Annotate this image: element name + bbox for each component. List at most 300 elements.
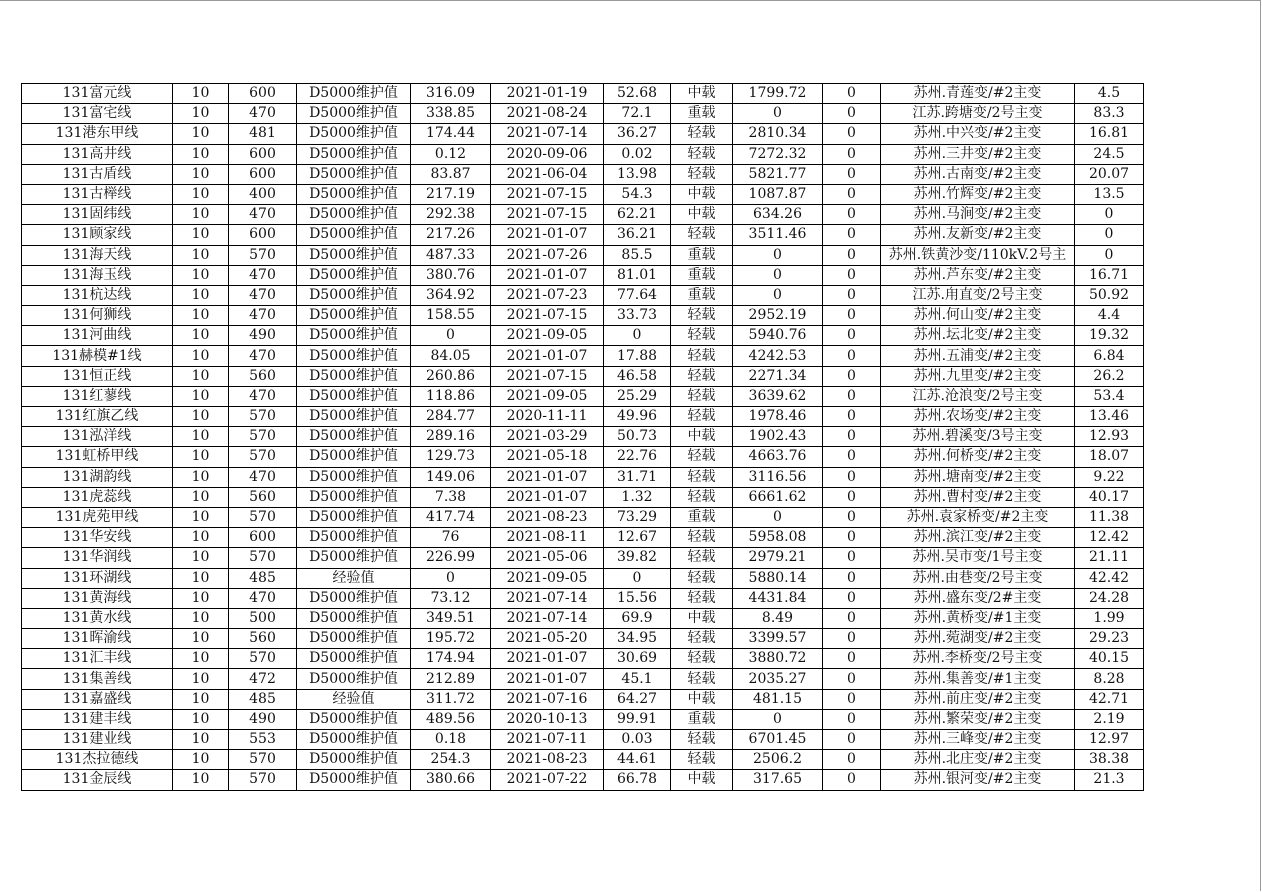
cell-load-level[interactable]: 轻载 — [671, 548, 733, 568]
cell-line-name[interactable]: 131河曲线 — [22, 326, 173, 346]
cell-load-rate[interactable]: 77.64 — [604, 285, 671, 305]
cell-remaining-capacity[interactable]: 5821.77 — [733, 164, 823, 184]
cell-load-rate[interactable]: 50.73 — [604, 427, 671, 447]
cell-load-level[interactable]: 轻载 — [671, 366, 733, 386]
cell-value-source[interactable]: D5000维护值 — [297, 386, 411, 406]
cell-remaining-capacity[interactable]: 2979.21 — [733, 548, 823, 568]
cell-remaining-capacity[interactable]: 3880.72 — [733, 649, 823, 669]
cell-value-source[interactable]: D5000维护值 — [297, 649, 411, 669]
cell-rated-current[interactable]: 470 — [229, 265, 297, 285]
cell-voltage[interactable]: 10 — [173, 447, 229, 467]
cell-voltage[interactable]: 10 — [173, 507, 229, 527]
cell-transformer-rate[interactable]: 13.5 — [1075, 184, 1144, 204]
cell-load-rate[interactable]: 52.68 — [604, 84, 671, 104]
cell-current-value[interactable]: 217.26 — [411, 225, 491, 245]
cell-flag[interactable]: 0 — [823, 467, 881, 487]
cell-flag[interactable]: 0 — [823, 164, 881, 184]
cell-remaining-capacity[interactable]: 0 — [733, 104, 823, 124]
cell-rated-current[interactable]: 400 — [229, 184, 297, 204]
cell-flag[interactable]: 0 — [823, 84, 881, 104]
cell-load-level[interactable]: 中载 — [671, 770, 733, 790]
cell-transformer-rate[interactable]: 8.28 — [1075, 669, 1144, 689]
cell-current-value[interactable]: 0.12 — [411, 144, 491, 164]
cell-substation[interactable]: 苏州.由巷变/2号主变 — [881, 568, 1075, 588]
cell-remaining-capacity[interactable]: 2810.34 — [733, 124, 823, 144]
cell-substation[interactable]: 苏州.集善变/#1主变 — [881, 669, 1075, 689]
cell-flag[interactable]: 0 — [823, 548, 881, 568]
cell-line-name[interactable]: 131红蓼线 — [22, 386, 173, 406]
cell-substation[interactable]: 苏州.袁家桥变/#2主变 — [881, 507, 1075, 527]
cell-transformer-rate[interactable]: 40.17 — [1075, 487, 1144, 507]
cell-load-level[interactable]: 轻载 — [671, 669, 733, 689]
cell-rated-current[interactable]: 560 — [229, 487, 297, 507]
cell-date[interactable]: 2020-10-13 — [491, 709, 604, 729]
cell-transformer-rate[interactable]: 1.99 — [1075, 608, 1144, 628]
cell-voltage[interactable]: 10 — [173, 467, 229, 487]
cell-line-name[interactable]: 131虎苑甲线 — [22, 507, 173, 527]
cell-rated-current[interactable]: 570 — [229, 407, 297, 427]
cell-remaining-capacity[interactable]: 4663.76 — [733, 447, 823, 467]
cell-current-value[interactable]: 292.38 — [411, 205, 491, 225]
cell-remaining-capacity[interactable]: 3639.62 — [733, 386, 823, 406]
cell-voltage[interactable]: 10 — [173, 407, 229, 427]
cell-voltage[interactable]: 10 — [173, 588, 229, 608]
cell-line-name[interactable]: 131汇丰线 — [22, 649, 173, 669]
cell-current-value[interactable]: 0.18 — [411, 730, 491, 750]
cell-voltage[interactable]: 10 — [173, 104, 229, 124]
cell-value-source[interactable]: D5000维护值 — [297, 144, 411, 164]
cell-value-source[interactable]: D5000维护值 — [297, 507, 411, 527]
cell-value-source[interactable]: D5000维护值 — [297, 104, 411, 124]
cell-value-source[interactable]: D5000维护值 — [297, 346, 411, 366]
cell-voltage[interactable]: 10 — [173, 306, 229, 326]
cell-date[interactable]: 2021-01-19 — [491, 84, 604, 104]
cell-date[interactable]: 2021-07-11 — [491, 730, 604, 750]
cell-current-value[interactable]: 338.85 — [411, 104, 491, 124]
cell-substation[interactable]: 苏州.盛东变/2#主变 — [881, 588, 1075, 608]
cell-flag[interactable]: 0 — [823, 447, 881, 467]
cell-flag[interactable]: 0 — [823, 629, 881, 649]
cell-transformer-rate[interactable]: 21.3 — [1075, 770, 1144, 790]
cell-load-level[interactable]: 轻载 — [671, 346, 733, 366]
cell-substation[interactable]: 苏州.滨江变/#2主变 — [881, 528, 1075, 548]
cell-transformer-rate[interactable]: 4.4 — [1075, 306, 1144, 326]
cell-date[interactable]: 2021-01-07 — [491, 225, 604, 245]
cell-line-name[interactable]: 131环湖线 — [22, 568, 173, 588]
cell-substation[interactable]: 苏州.吴市变/1号主变 — [881, 548, 1075, 568]
cell-line-name[interactable]: 131古盾线 — [22, 164, 173, 184]
cell-load-rate[interactable]: 45.1 — [604, 669, 671, 689]
cell-load-rate[interactable]: 0 — [604, 326, 671, 346]
cell-voltage[interactable]: 10 — [173, 265, 229, 285]
cell-date[interactable]: 2021-03-29 — [491, 427, 604, 447]
cell-current-value[interactable]: 284.77 — [411, 407, 491, 427]
cell-substation[interactable]: 苏州.碧溪变/3号主变 — [881, 427, 1075, 447]
cell-voltage[interactable]: 10 — [173, 164, 229, 184]
cell-value-source[interactable]: D5000维护值 — [297, 427, 411, 447]
cell-value-source[interactable]: D5000维护值 — [297, 326, 411, 346]
cell-rated-current[interactable]: 560 — [229, 629, 297, 649]
cell-load-rate[interactable]: 69.9 — [604, 608, 671, 628]
cell-voltage[interactable]: 10 — [173, 528, 229, 548]
cell-flag[interactable]: 0 — [823, 205, 881, 225]
cell-voltage[interactable]: 10 — [173, 709, 229, 729]
cell-line-name[interactable]: 131黄海线 — [22, 588, 173, 608]
cell-flag[interactable]: 0 — [823, 608, 881, 628]
cell-rated-current[interactable]: 570 — [229, 649, 297, 669]
cell-transformer-rate[interactable]: 4.5 — [1075, 84, 1144, 104]
cell-value-source[interactable]: D5000维护值 — [297, 548, 411, 568]
cell-date[interactable]: 2021-05-20 — [491, 629, 604, 649]
cell-rated-current[interactable]: 470 — [229, 386, 297, 406]
cell-flag[interactable]: 0 — [823, 588, 881, 608]
cell-current-value[interactable]: 226.99 — [411, 548, 491, 568]
cell-transformer-rate[interactable]: 50.92 — [1075, 285, 1144, 305]
cell-value-source[interactable]: D5000维护值 — [297, 306, 411, 326]
cell-substation[interactable]: 苏州.塘南变/#2主变 — [881, 467, 1075, 487]
cell-value-source[interactable]: D5000维护值 — [297, 730, 411, 750]
cell-remaining-capacity[interactable]: 5940.76 — [733, 326, 823, 346]
cell-rated-current[interactable]: 470 — [229, 306, 297, 326]
cell-load-rate[interactable]: 39.82 — [604, 548, 671, 568]
cell-transformer-rate[interactable]: 9.22 — [1075, 467, 1144, 487]
cell-load-level[interactable]: 轻载 — [671, 164, 733, 184]
cell-load-level[interactable]: 轻载 — [671, 487, 733, 507]
cell-flag[interactable]: 0 — [823, 730, 881, 750]
cell-date[interactable]: 2021-08-23 — [491, 507, 604, 527]
cell-line-name[interactable]: 131何狮线 — [22, 306, 173, 326]
cell-date[interactable]: 2021-01-07 — [491, 346, 604, 366]
cell-transformer-rate[interactable]: 12.93 — [1075, 427, 1144, 447]
cell-current-value[interactable]: 118.86 — [411, 386, 491, 406]
cell-date[interactable]: 2021-06-04 — [491, 164, 604, 184]
cell-rated-current[interactable]: 470 — [229, 346, 297, 366]
cell-line-name[interactable]: 131港东甲线 — [22, 124, 173, 144]
cell-voltage[interactable]: 10 — [173, 366, 229, 386]
cell-value-source[interactable]: D5000维护值 — [297, 487, 411, 507]
cell-voltage[interactable]: 10 — [173, 669, 229, 689]
cell-substation[interactable]: 苏州.何桥变/#2主变 — [881, 447, 1075, 467]
cell-line-name[interactable]: 131顾家线 — [22, 225, 173, 245]
cell-rated-current[interactable]: 485 — [229, 568, 297, 588]
cell-voltage[interactable]: 10 — [173, 649, 229, 669]
cell-line-name[interactable]: 131嘉盛线 — [22, 689, 173, 709]
cell-date[interactable]: 2020-11-11 — [491, 407, 604, 427]
cell-flag[interactable]: 0 — [823, 326, 881, 346]
cell-load-rate[interactable]: 73.29 — [604, 507, 671, 527]
cell-line-name[interactable]: 131黄水线 — [22, 608, 173, 628]
cell-value-source[interactable]: 经验值 — [297, 568, 411, 588]
cell-current-value[interactable]: 289.16 — [411, 427, 491, 447]
cell-load-rate[interactable]: 0 — [604, 568, 671, 588]
cell-voltage[interactable]: 10 — [173, 124, 229, 144]
cell-voltage[interactable]: 10 — [173, 346, 229, 366]
cell-load-level[interactable]: 轻载 — [671, 730, 733, 750]
cell-remaining-capacity[interactable]: 5880.14 — [733, 568, 823, 588]
cell-current-value[interactable]: 129.73 — [411, 447, 491, 467]
cell-date[interactable]: 2021-08-11 — [491, 528, 604, 548]
cell-load-level[interactable]: 重载 — [671, 245, 733, 265]
cell-substation[interactable]: 苏州.黄桥变/#1主变 — [881, 608, 1075, 628]
cell-flag[interactable]: 0 — [823, 366, 881, 386]
cell-rated-current[interactable]: 570 — [229, 507, 297, 527]
cell-value-source[interactable]: D5000维护值 — [297, 164, 411, 184]
cell-substation[interactable]: 苏州.银河变/#2主变 — [881, 770, 1075, 790]
cell-substation[interactable]: 苏州.三井变/#2主变 — [881, 144, 1075, 164]
cell-substation[interactable]: 江苏.甪直变/2号主变 — [881, 285, 1075, 305]
cell-load-rate[interactable]: 15.56 — [604, 588, 671, 608]
cell-date[interactable]: 2021-07-15 — [491, 184, 604, 204]
cell-voltage[interactable]: 10 — [173, 770, 229, 790]
cell-value-source[interactable]: D5000维护值 — [297, 669, 411, 689]
cell-substation[interactable]: 苏州.何山变/#2主变 — [881, 306, 1075, 326]
cell-flag[interactable]: 0 — [823, 568, 881, 588]
cell-load-rate[interactable]: 62.21 — [604, 205, 671, 225]
cell-line-name[interactable]: 131杰拉德线 — [22, 750, 173, 770]
cell-substation[interactable]: 江苏.沧浪变/2号主变 — [881, 386, 1075, 406]
cell-load-rate[interactable]: 12.67 — [604, 528, 671, 548]
cell-load-rate[interactable]: 33.73 — [604, 306, 671, 326]
cell-remaining-capacity[interactable]: 6701.45 — [733, 730, 823, 750]
cell-line-name[interactable]: 131虹桥甲线 — [22, 447, 173, 467]
cell-transformer-rate[interactable]: 19.32 — [1075, 326, 1144, 346]
cell-flag[interactable]: 0 — [823, 265, 881, 285]
cell-voltage[interactable]: 10 — [173, 285, 229, 305]
cell-flag[interactable]: 0 — [823, 225, 881, 245]
cell-substation[interactable]: 苏州.九里变/#2主变 — [881, 366, 1075, 386]
cell-load-rate[interactable]: 0.02 — [604, 144, 671, 164]
cell-current-value[interactable]: 0 — [411, 326, 491, 346]
cell-value-source[interactable]: D5000维护值 — [297, 750, 411, 770]
cell-date[interactable]: 2021-07-16 — [491, 689, 604, 709]
cell-transformer-rate[interactable]: 2.19 — [1075, 709, 1144, 729]
cell-remaining-capacity[interactable]: 0 — [733, 507, 823, 527]
cell-substation[interactable]: 苏州.竹辉变/#2主变 — [881, 184, 1075, 204]
cell-rated-current[interactable]: 570 — [229, 770, 297, 790]
cell-remaining-capacity[interactable]: 2271.34 — [733, 366, 823, 386]
cell-flag[interactable]: 0 — [823, 407, 881, 427]
cell-load-level[interactable]: 重载 — [671, 285, 733, 305]
cell-remaining-capacity[interactable]: 5958.08 — [733, 528, 823, 548]
cell-current-value[interactable]: 217.19 — [411, 184, 491, 204]
cell-substation[interactable]: 苏州.曹村变/#2主变 — [881, 487, 1075, 507]
cell-current-value[interactable]: 0 — [411, 568, 491, 588]
cell-substation[interactable]: 苏州.五浦变/#2主变 — [881, 346, 1075, 366]
cell-load-level[interactable]: 中载 — [671, 84, 733, 104]
cell-load-level[interactable]: 中载 — [671, 184, 733, 204]
cell-rated-current[interactable]: 600 — [229, 84, 297, 104]
cell-current-value[interactable]: 73.12 — [411, 588, 491, 608]
cell-substation[interactable]: 苏州.农场变/#2主变 — [881, 407, 1075, 427]
cell-rated-current[interactable]: 470 — [229, 205, 297, 225]
cell-load-rate[interactable]: 64.27 — [604, 689, 671, 709]
cell-flag[interactable]: 0 — [823, 709, 881, 729]
cell-load-level[interactable]: 重载 — [671, 507, 733, 527]
cell-line-name[interactable]: 131高井线 — [22, 144, 173, 164]
cell-load-level[interactable]: 轻载 — [671, 407, 733, 427]
cell-value-source[interactable]: D5000维护值 — [297, 709, 411, 729]
cell-voltage[interactable]: 10 — [173, 184, 229, 204]
cell-remaining-capacity[interactable]: 0 — [733, 265, 823, 285]
cell-rated-current[interactable]: 472 — [229, 669, 297, 689]
cell-transformer-rate[interactable]: 24.28 — [1075, 588, 1144, 608]
cell-value-source[interactable]: D5000维护值 — [297, 245, 411, 265]
cell-transformer-rate[interactable]: 12.42 — [1075, 528, 1144, 548]
cell-voltage[interactable]: 10 — [173, 548, 229, 568]
cell-transformer-rate[interactable]: 83.3 — [1075, 104, 1144, 124]
cell-transformer-rate[interactable]: 21.11 — [1075, 548, 1144, 568]
cell-transformer-rate[interactable]: 18.07 — [1075, 447, 1144, 467]
cell-remaining-capacity[interactable]: 0 — [733, 709, 823, 729]
cell-transformer-rate[interactable]: 42.42 — [1075, 568, 1144, 588]
cell-line-name[interactable]: 131富元线 — [22, 84, 173, 104]
cell-current-value[interactable]: 487.33 — [411, 245, 491, 265]
cell-load-level[interactable]: 轻载 — [671, 306, 733, 326]
cell-remaining-capacity[interactable]: 481.15 — [733, 689, 823, 709]
cell-rated-current[interactable]: 500 — [229, 608, 297, 628]
cell-date[interactable]: 2021-07-14 — [491, 124, 604, 144]
cell-load-level[interactable]: 重载 — [671, 709, 733, 729]
cell-load-level[interactable]: 中载 — [671, 689, 733, 709]
cell-voltage[interactable]: 10 — [173, 144, 229, 164]
cell-current-value[interactable]: 417.74 — [411, 507, 491, 527]
cell-rated-current[interactable]: 570 — [229, 245, 297, 265]
cell-voltage[interactable]: 10 — [173, 487, 229, 507]
cell-load-level[interactable]: 重载 — [671, 104, 733, 124]
cell-flag[interactable]: 0 — [823, 770, 881, 790]
cell-line-name[interactable]: 131虎蕊线 — [22, 487, 173, 507]
cell-date[interactable]: 2021-07-14 — [491, 608, 604, 628]
cell-date[interactable]: 2021-01-07 — [491, 669, 604, 689]
cell-load-rate[interactable]: 85.5 — [604, 245, 671, 265]
cell-date[interactable]: 2021-09-05 — [491, 568, 604, 588]
cell-current-value[interactable]: 149.06 — [411, 467, 491, 487]
cell-current-value[interactable]: 174.44 — [411, 124, 491, 144]
cell-date[interactable]: 2021-01-07 — [491, 265, 604, 285]
cell-remaining-capacity[interactable]: 0 — [733, 245, 823, 265]
cell-remaining-capacity[interactable]: 4242.53 — [733, 346, 823, 366]
cell-load-rate[interactable]: 31.71 — [604, 467, 671, 487]
cell-load-level[interactable]: 中载 — [671, 608, 733, 628]
cell-flag[interactable]: 0 — [823, 184, 881, 204]
cell-current-value[interactable]: 76 — [411, 528, 491, 548]
cell-substation[interactable]: 江苏.跨塘变/2号主变 — [881, 104, 1075, 124]
cell-load-level[interactable]: 轻载 — [671, 225, 733, 245]
cell-line-name[interactable]: 131恒正线 — [22, 366, 173, 386]
cell-load-level[interactable]: 轻载 — [671, 528, 733, 548]
cell-date[interactable]: 2021-07-15 — [491, 306, 604, 326]
cell-substation[interactable]: 苏州.芦东变/#2主变 — [881, 265, 1075, 285]
cell-remaining-capacity[interactable]: 4431.84 — [733, 588, 823, 608]
cell-voltage[interactable]: 10 — [173, 84, 229, 104]
cell-line-name[interactable]: 131华安线 — [22, 528, 173, 548]
cell-voltage[interactable]: 10 — [173, 326, 229, 346]
cell-line-name[interactable]: 131建业线 — [22, 730, 173, 750]
cell-load-level[interactable]: 轻载 — [671, 447, 733, 467]
cell-substation[interactable]: 苏州.友新变/#2主变 — [881, 225, 1075, 245]
cell-remaining-capacity[interactable]: 3399.57 — [733, 629, 823, 649]
cell-load-level[interactable]: 中载 — [671, 427, 733, 447]
cell-load-level[interactable]: 轻载 — [671, 629, 733, 649]
cell-flag[interactable]: 0 — [823, 104, 881, 124]
cell-remaining-capacity[interactable]: 634.26 — [733, 205, 823, 225]
cell-substation[interactable]: 苏州.前庄变/#2主变 — [881, 689, 1075, 709]
cell-current-value[interactable]: 311.72 — [411, 689, 491, 709]
cell-remaining-capacity[interactable]: 2506.2 — [733, 750, 823, 770]
cell-date[interactable]: 2021-09-05 — [491, 326, 604, 346]
cell-load-level[interactable]: 轻载 — [671, 326, 733, 346]
cell-rated-current[interactable]: 470 — [229, 588, 297, 608]
cell-rated-current[interactable]: 600 — [229, 528, 297, 548]
cell-current-value[interactable]: 158.55 — [411, 306, 491, 326]
cell-current-value[interactable]: 7.38 — [411, 487, 491, 507]
cell-remaining-capacity[interactable]: 7272.32 — [733, 144, 823, 164]
cell-line-name[interactable]: 131金辰线 — [22, 770, 173, 790]
cell-load-rate[interactable]: 34.95 — [604, 629, 671, 649]
cell-flag[interactable]: 0 — [823, 144, 881, 164]
cell-voltage[interactable]: 10 — [173, 427, 229, 447]
cell-remaining-capacity[interactable]: 1978.46 — [733, 407, 823, 427]
cell-value-source[interactable]: D5000维护值 — [297, 124, 411, 144]
cell-load-rate[interactable]: 17.88 — [604, 346, 671, 366]
cell-line-name[interactable]: 131泓洋线 — [22, 427, 173, 447]
cell-line-name[interactable]: 131古榉线 — [22, 184, 173, 204]
cell-voltage[interactable]: 10 — [173, 730, 229, 750]
cell-load-rate[interactable]: 99.91 — [604, 709, 671, 729]
cell-load-rate[interactable]: 66.78 — [604, 770, 671, 790]
cell-current-value[interactable]: 174.94 — [411, 649, 491, 669]
cell-substation[interactable]: 苏州.中兴变/#2主变 — [881, 124, 1075, 144]
cell-flag[interactable]: 0 — [823, 487, 881, 507]
cell-flag[interactable]: 0 — [823, 427, 881, 447]
cell-line-name[interactable]: 131海玉线 — [22, 265, 173, 285]
cell-flag[interactable]: 0 — [823, 507, 881, 527]
cell-date[interactable]: 2021-07-15 — [491, 205, 604, 225]
cell-current-value[interactable]: 489.56 — [411, 709, 491, 729]
cell-load-level[interactable]: 中载 — [671, 205, 733, 225]
cell-date[interactable]: 2021-01-07 — [491, 649, 604, 669]
cell-current-value[interactable]: 195.72 — [411, 629, 491, 649]
cell-transformer-rate[interactable]: 6.84 — [1075, 346, 1144, 366]
cell-load-rate[interactable]: 54.3 — [604, 184, 671, 204]
cell-line-name[interactable]: 131红旗乙线 — [22, 407, 173, 427]
cell-date[interactable]: 2021-08-23 — [491, 750, 604, 770]
cell-flag[interactable]: 0 — [823, 386, 881, 406]
cell-substation[interactable]: 苏州.坛北变/#2主变 — [881, 326, 1075, 346]
cell-load-level[interactable]: 轻载 — [671, 144, 733, 164]
cell-remaining-capacity[interactable]: 1902.43 — [733, 427, 823, 447]
cell-rated-current[interactable]: 553 — [229, 730, 297, 750]
cell-voltage[interactable]: 10 — [173, 750, 229, 770]
cell-remaining-capacity[interactable]: 2952.19 — [733, 306, 823, 326]
cell-flag[interactable]: 0 — [823, 346, 881, 366]
cell-line-name[interactable]: 131富宅线 — [22, 104, 173, 124]
cell-date[interactable]: 2021-07-26 — [491, 245, 604, 265]
cell-flag[interactable]: 0 — [823, 285, 881, 305]
cell-value-source[interactable]: D5000维护值 — [297, 184, 411, 204]
cell-transformer-rate[interactable]: 13.46 — [1075, 407, 1144, 427]
cell-value-source[interactable]: D5000维护值 — [297, 608, 411, 628]
cell-transformer-rate[interactable]: 42.71 — [1075, 689, 1144, 709]
cell-date[interactable]: 2021-07-14 — [491, 588, 604, 608]
cell-value-source[interactable]: D5000维护值 — [297, 770, 411, 790]
cell-rated-current[interactable]: 490 — [229, 709, 297, 729]
cell-substation[interactable]: 苏州.三峰变/#2主变 — [881, 730, 1075, 750]
cell-rated-current[interactable]: 470 — [229, 104, 297, 124]
cell-value-source[interactable]: D5000维护值 — [297, 366, 411, 386]
cell-flag[interactable]: 0 — [823, 750, 881, 770]
cell-load-level[interactable]: 轻载 — [671, 467, 733, 487]
